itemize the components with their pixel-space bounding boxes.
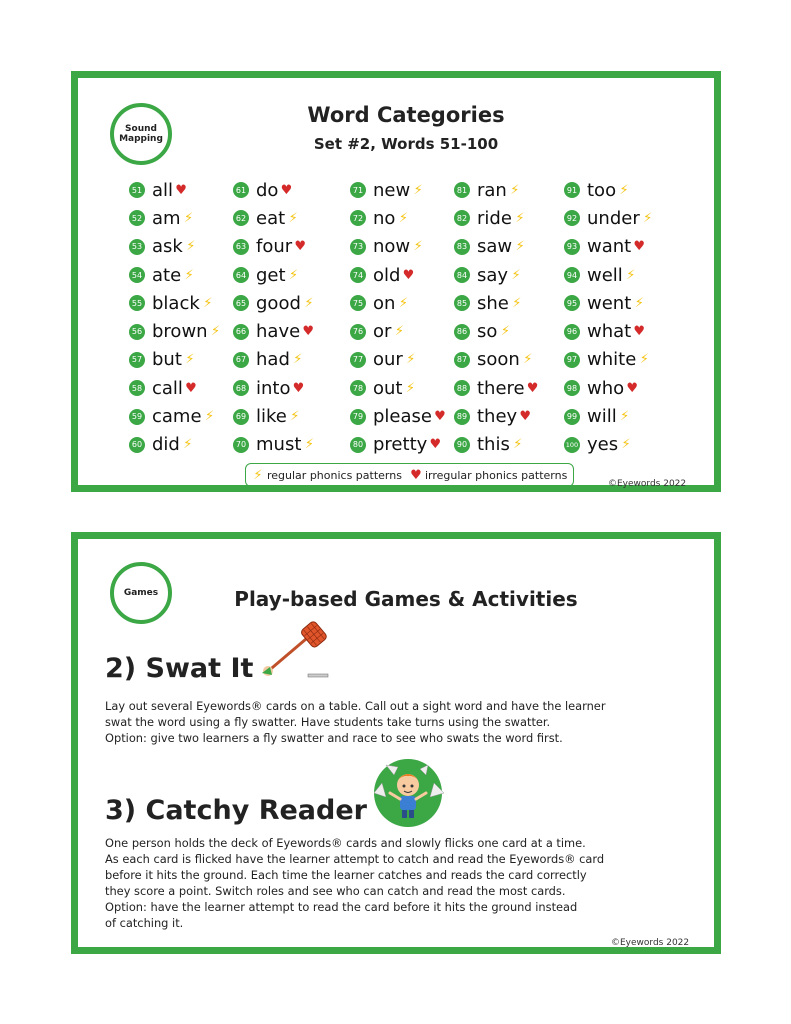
word-text: now [373, 236, 411, 258]
word-item [129, 204, 222, 232]
heart-icon: ♥ [633, 239, 646, 255]
lightning-bolt-icon: ⚡ [394, 324, 404, 340]
word-number: 75 [350, 295, 366, 311]
word-text: what [587, 321, 632, 343]
heart-icon: ♥ [280, 182, 293, 198]
word-number: 61 [233, 182, 249, 198]
heart-icon: ♥ [410, 467, 422, 483]
text-line: swat the word using a fly swatter. Have students take turns using the swatter. [105, 715, 551, 729]
heart-icon: ♥ [185, 380, 197, 396]
lightning-bolt-icon: ⚡ [184, 267, 194, 283]
word-text: no [373, 207, 396, 229]
word-number: 82 [454, 210, 470, 226]
lightning-bolt-icon: ⚡ [253, 467, 263, 483]
word-number: 59 [129, 409, 145, 425]
word-number: 89 [454, 409, 470, 425]
lightning-bolt-icon: ⚡ [512, 295, 522, 311]
word-number: 71 [350, 182, 366, 198]
heart-icon: ♥ [633, 324, 646, 340]
lightning-bolt-icon: ⚡ [515, 239, 525, 255]
heart-icon: ♥ [294, 239, 306, 255]
word-text: old [373, 264, 401, 286]
lightning-bolt-icon: ⚡ [643, 210, 653, 226]
lightning-bolt-icon: ⚡ [406, 352, 416, 368]
lightning-bolt-icon: ⚡ [620, 409, 630, 425]
word-text: but [152, 349, 182, 371]
word-number: 88 [454, 380, 470, 396]
word-text: on [373, 292, 396, 314]
word-text: do [256, 179, 279, 201]
word-text: or [373, 321, 392, 343]
word-text: saw [477, 236, 513, 258]
word-number: 63 [233, 239, 249, 255]
lightning-bolt-icon: ⚡ [304, 437, 314, 453]
lightning-bolt-icon: ⚡ [288, 267, 299, 283]
word-item [454, 374, 539, 402]
word-item [564, 402, 654, 430]
word-item [454, 346, 539, 374]
word-item [233, 204, 315, 232]
word-number: 81 [454, 182, 470, 198]
word-number: 95 [564, 295, 580, 311]
text-line: before it hits the ground. Each time the learner catches and reads the card correctly [105, 868, 587, 882]
word-number: 85 [454, 295, 470, 311]
word-item [129, 346, 222, 374]
word-number: 93 [564, 239, 580, 255]
copyright: ©Eyewords 2022 [608, 479, 687, 489]
text-line: Lay out several Eyewords® cards on a table. Call out a sight word and have the learner [105, 699, 606, 713]
word-item [233, 233, 315, 261]
word-text: will [587, 406, 617, 428]
text-line: of catching it. [105, 916, 184, 930]
word-item [564, 176, 654, 204]
word-item [129, 261, 222, 289]
word-item [350, 402, 446, 430]
swat-it-heading: 2) Swat It [105, 653, 254, 684]
word-item [564, 431, 654, 459]
word-text: so [477, 321, 498, 343]
text-line: Option: give two learners a fly swatter and race to see who swats the word first. [105, 731, 563, 745]
word-item [564, 261, 654, 289]
word-number: 69 [233, 409, 249, 425]
heart-icon: ♥ [302, 324, 314, 340]
word-item [350, 233, 446, 261]
word-number: 92 [564, 210, 580, 226]
word-text: well [587, 264, 623, 286]
lightning-bolt-icon: ⚡ [293, 352, 303, 368]
word-number: 84 [454, 267, 470, 283]
lightning-bolt-icon: ⚡ [621, 437, 631, 453]
word-text: did [152, 434, 180, 456]
word-text: too [587, 179, 617, 201]
games-card [71, 532, 721, 954]
word-item [350, 176, 446, 204]
word-number: 100 [564, 437, 580, 453]
lightning-bolt-icon: ⚡ [510, 182, 520, 198]
lightning-bolt-icon: ⚡ [290, 409, 300, 425]
word-text: ran [477, 179, 507, 201]
lightning-bolt-icon: ⚡ [405, 380, 416, 396]
word-number: 56 [129, 324, 145, 340]
word-text: pretty [373, 434, 428, 456]
word-number: 72 [350, 210, 366, 226]
card-subtitle: Set #2, Words 51-100 [313, 135, 499, 153]
word-text: want [587, 236, 632, 258]
word-number: 73 [350, 239, 366, 255]
word-number: 54 [129, 267, 145, 283]
word-number: 70 [233, 437, 249, 453]
word-item [564, 346, 654, 374]
word-number: 68 [233, 380, 249, 396]
word-item [233, 176, 315, 204]
word-text: four [256, 236, 293, 258]
heart-icon: ♥ [434, 409, 446, 425]
word-number: 74 [350, 267, 366, 283]
word-text: white [587, 349, 637, 371]
word-number: 58 [129, 380, 145, 396]
word-item [233, 346, 315, 374]
word-item [454, 233, 539, 261]
copyright: ©Eyewords 2022 [611, 938, 690, 948]
word-item [233, 289, 315, 317]
word-number: 77 [350, 352, 366, 368]
heart-icon: ♥ [429, 437, 442, 453]
word-text: brown [152, 321, 208, 343]
lightning-bolt-icon: ⚡ [500, 324, 510, 340]
legend [245, 463, 574, 487]
word-item [564, 374, 654, 402]
text-line: Option: have the learner attempt to read the card before it hits the ground instead [105, 900, 578, 914]
lightning-bolt-icon: ⚡ [619, 182, 629, 198]
swat-it-description [105, 698, 695, 746]
lightning-bolt-icon: ⚡ [634, 295, 644, 311]
catchy-reader-description [105, 835, 695, 931]
word-column [564, 176, 654, 459]
word-number: 76 [350, 324, 366, 340]
word-number: 57 [129, 352, 145, 368]
word-item [129, 176, 222, 204]
word-item [350, 261, 446, 289]
word-item [350, 346, 446, 374]
word-item [564, 204, 654, 232]
word-number: 80 [350, 437, 366, 453]
word-number: 97 [564, 352, 580, 368]
word-item [233, 402, 315, 430]
word-item [564, 317, 654, 345]
word-text: like [256, 406, 287, 428]
lightning-bolt-icon: ⚡ [186, 239, 196, 255]
lightning-bolt-icon: ⚡ [211, 324, 221, 340]
word-number: 51 [129, 182, 145, 198]
word-text: good [256, 292, 301, 314]
badge-line: Mapping [119, 134, 163, 144]
word-number: 91 [564, 182, 580, 198]
legend-regular: regular phonics patterns [267, 468, 402, 482]
word-item [129, 289, 222, 317]
word-text: must [256, 434, 302, 456]
word-text: our [373, 349, 403, 371]
word-item [454, 176, 539, 204]
word-text: all [152, 179, 174, 201]
fly-swatter-icon [258, 621, 338, 681]
word-text: had [256, 349, 290, 371]
word-number: 65 [233, 295, 249, 311]
word-text: call [152, 377, 183, 399]
text-line: As each card is flicked have the learner attempt to catch and read the Eyewords® card [105, 852, 605, 866]
word-item [233, 431, 315, 459]
word-item [129, 374, 222, 402]
lightning-bolt-icon: ⚡ [523, 352, 533, 368]
word-text: went [587, 292, 632, 314]
card-title: Play-based Games & Activities [234, 587, 578, 611]
text-line: they score a point. Switch roles and see who can catch and read the most cards. [105, 884, 566, 898]
word-text: eat [256, 207, 286, 229]
word-text: into [256, 377, 291, 399]
heart-icon: ♥ [626, 380, 638, 396]
word-number: 64 [233, 267, 249, 283]
lightning-bolt-icon: ⚡ [203, 295, 213, 311]
badge-line: Sound [125, 124, 157, 134]
lightning-bolt-icon: ⚡ [515, 210, 525, 226]
word-text: please [373, 406, 432, 428]
word-number: 78 [350, 380, 366, 396]
word-text: ask [152, 236, 183, 258]
lightning-bolt-icon: ⚡ [304, 295, 314, 311]
lightning-bolt-icon: ⚡ [513, 437, 523, 453]
word-item [233, 317, 315, 345]
word-number: 86 [454, 324, 470, 340]
word-text: black [152, 292, 200, 314]
word-item [564, 289, 654, 317]
lightning-bolt-icon: ⚡ [639, 352, 649, 368]
word-text: yes [587, 434, 619, 456]
heart-icon: ♥ [402, 267, 415, 283]
word-text: there [477, 377, 525, 399]
word-text: say [477, 264, 509, 286]
word-text: came [152, 406, 202, 428]
word-item [454, 204, 539, 232]
word-item [350, 204, 446, 232]
word-text: ate [152, 264, 182, 286]
word-number: 52 [129, 210, 145, 226]
word-text: ride [477, 207, 512, 229]
word-item [454, 289, 539, 317]
lightning-bolt-icon: ⚡ [185, 352, 195, 368]
word-text: who [587, 377, 625, 399]
word-column [350, 176, 446, 459]
word-number: 99 [564, 409, 580, 425]
word-number: 83 [454, 239, 470, 255]
word-number: 66 [233, 324, 249, 340]
word-item [454, 431, 539, 459]
lightning-bolt-icon: ⚡ [511, 267, 521, 283]
lightning-bolt-icon: ⚡ [413, 182, 423, 198]
word-item [454, 261, 539, 289]
word-number: 55 [129, 295, 145, 311]
lightning-bolt-icon: ⚡ [184, 210, 194, 226]
lightning-bolt-icon: ⚡ [288, 210, 298, 226]
word-number: 94 [564, 267, 580, 283]
word-text: get [256, 264, 286, 286]
word-number: 90 [454, 437, 470, 453]
child-catching-cards-icon [368, 757, 450, 829]
word-item [129, 317, 222, 345]
word-column [454, 176, 539, 459]
word-categories-card [71, 71, 721, 492]
heart-icon: ♥ [175, 182, 187, 198]
badge-label: Games [123, 588, 159, 598]
heart-icon: ♥ [292, 380, 305, 396]
word-number: 79 [350, 409, 366, 425]
lightning-bolt-icon: ⚡ [398, 295, 408, 311]
lightning-bolt-icon: ⚡ [204, 409, 215, 425]
word-text: am [152, 207, 181, 229]
word-item [350, 317, 446, 345]
word-item [129, 431, 222, 459]
lightning-bolt-icon: ⚡ [183, 437, 193, 453]
word-text: new [373, 179, 411, 201]
heart-icon: ♥ [526, 380, 539, 396]
word-item [233, 261, 315, 289]
text-line: One person holds the deck of Eyewords® cards and slowly flicks one card at a time. [105, 836, 586, 850]
word-text: soon [477, 349, 520, 371]
word-number: 96 [564, 324, 580, 340]
word-text: this [477, 434, 510, 456]
legend-irregular: irregular phonics patterns [424, 468, 568, 482]
word-number: 53 [129, 239, 145, 255]
lightning-bolt-icon: ⚡ [398, 210, 408, 226]
word-number: 87 [454, 352, 470, 368]
lightning-bolt-icon: ⚡ [626, 267, 636, 283]
word-item [350, 374, 446, 402]
word-text: they [477, 406, 518, 428]
heart-icon: ♥ [519, 409, 532, 425]
word-text: have [256, 321, 301, 343]
word-text: she [477, 292, 509, 314]
word-item [350, 431, 446, 459]
word-item [564, 233, 654, 261]
word-item [129, 402, 222, 430]
word-item [350, 289, 446, 317]
word-item [454, 402, 539, 430]
word-item [454, 317, 539, 345]
word-column [233, 176, 315, 459]
word-text: under [587, 207, 640, 229]
word-number: 62 [233, 210, 249, 226]
word-number: 98 [564, 380, 580, 396]
word-number: 60 [129, 437, 145, 453]
word-column [129, 176, 222, 459]
card-title: Word Categories [307, 103, 505, 127]
catchy-reader-heading: 3) Catchy Reader [105, 795, 367, 826]
lightning-bolt-icon: ⚡ [413, 239, 423, 255]
word-item [233, 374, 315, 402]
word-number: 67 [233, 352, 249, 368]
word-text: out [373, 377, 403, 399]
word-item [129, 233, 222, 261]
